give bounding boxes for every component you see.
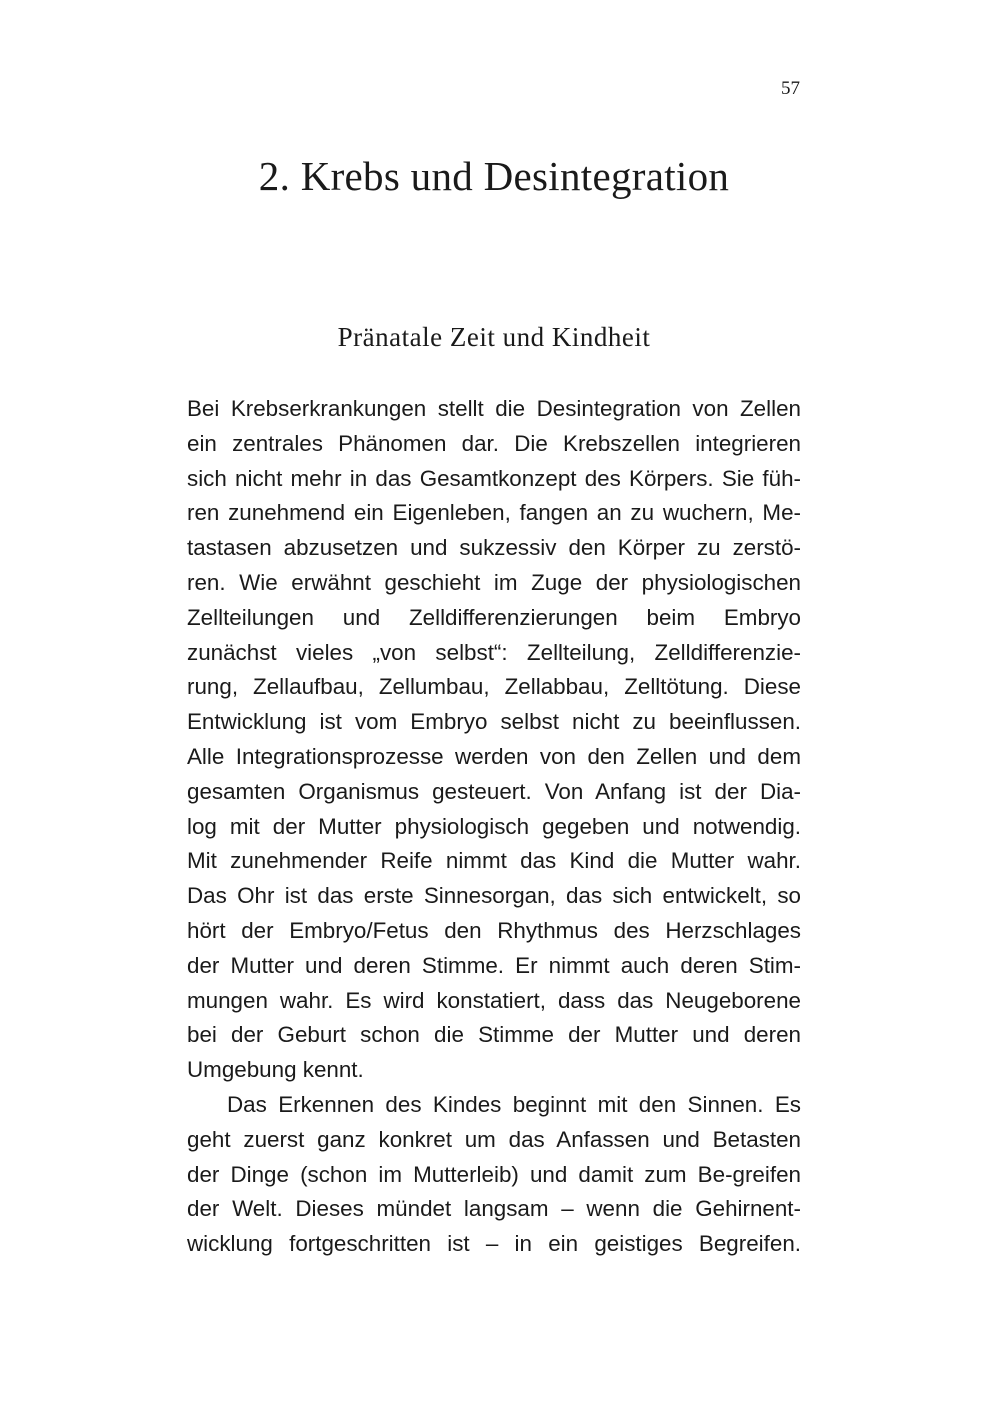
text-line: ein zentrales Phänomen dar. Die Krebszellen integrieren <box>187 430 801 456</box>
text-line: Entwicklung ist vom Embryo selbst nicht zu beeinflussen. <box>187 709 801 735</box>
text-line: Zellteilungen und Zelldifferenzierungen beim Embryo <box>187 604 801 630</box>
text-line: Mit zunehmender Reife nimmt das Kind die Mutter wahr. <box>187 848 801 874</box>
text-line: tastasen abzusetzen und sukzessiv den Körper zu zerstö- <box>187 535 801 561</box>
text-line: log mit der Mutter physiologisch gegeben und notwendig. <box>187 813 801 839</box>
paragraph-1 <box>187 392 801 1088</box>
chapter-title: 2. Krebs und Desintegration <box>258 153 730 199</box>
text-line: gesamten Organismus gesteuert. Von Anfang ist der Dia- <box>187 778 801 804</box>
text-line: ren. Wie erwähnt geschieht im Zuge der physiologischen <box>187 569 801 595</box>
text-line: der Dinge (schon im Mutterleib) und damit zum Be-greifen <box>187 1161 801 1187</box>
text-line: mungen wahr. Es wird konstatiert, dass das Neugeborene <box>187 987 801 1013</box>
text-line: bei der Geburt schon die Stimme der Mutter und deren <box>187 1022 801 1048</box>
text-line: ren zunehmend ein Eigenleben, fangen an zu wuchern, Me- <box>187 500 801 526</box>
text-line: Bei Krebserkrankungen stellt die Desintegration von Zellen <box>187 396 801 421</box>
text-line: der Mutter und deren Stimme. Er nimmt auch deren Stim- <box>187 952 801 978</box>
text-line: geht zuerst ganz konkret um das Anfassen und Betasten <box>187 1126 801 1152</box>
text-line: hört der Embryo/Fetus den Rhythmus des Herzschlages <box>187 917 801 943</box>
text-line: Das Erkennen des Kindes beginnt mit den Sinnen. Es <box>227 1091 801 1117</box>
text-line: sich nicht mehr in das Gesamtkonzept des Körpers. Sie füh- <box>187 465 801 491</box>
section-title: Pränatale Zeit und Kindheit <box>337 322 651 352</box>
text-line: Das Ohr ist das erste Sinnesorgan, das sich entwickelt, so <box>187 883 801 909</box>
text-line: Umgebung kennt. <box>187 1057 364 1083</box>
page-number: 57 <box>781 78 800 99</box>
body-text <box>187 392 801 1262</box>
text-line: rung, Zellaufbau, Zellumbau, Zellabbau, Zelltötung. Diese <box>187 674 801 700</box>
text-line: zunächst vieles „von selbst“: Zellteilung, Zelldifferenzie- <box>187 639 801 665</box>
text-line: der Welt. Dieses mündet langsam – wenn die Gehirnent- <box>187 1196 801 1222</box>
text-line: Alle Integrationsprozesse werden von den Zellen und dem <box>187 743 801 769</box>
text-line: wicklung fortgeschritten ist – in ein geistiges Begreifen. <box>187 1231 801 1257</box>
paragraph-2 <box>187 1088 801 1262</box>
